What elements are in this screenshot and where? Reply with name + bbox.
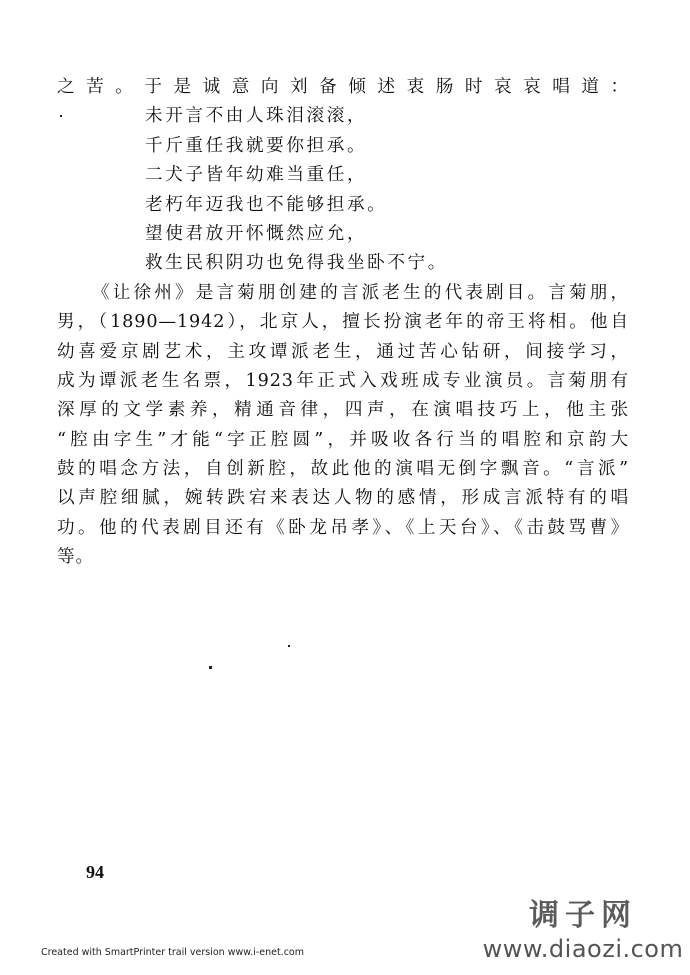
text-line: “腔由字生”才能“字正腔圆”，并吸收各行当的唱腔和京韵大 (57, 429, 629, 450)
poem-line: 救生民积阴功也免得我坐卧不宁。 (145, 253, 448, 274)
scan-speck (209, 666, 212, 669)
text-line: 之苦。于是诚意向刘备倾述衷肠时哀哀唱道： (57, 77, 629, 97)
text-line-last: 等。 (57, 547, 94, 568)
poem-line: 二犬子皆年幼难当重任， (145, 165, 368, 186)
scan-speck (60, 115, 62, 117)
text-line: 以声腔细腻，婉转跌宕来表达人物的感情，形成言派特有的唱 (57, 488, 629, 509)
poem-line: 未开言不由人珠泪滚滚， (145, 106, 368, 127)
text-line: 鼓的唱念方法，自创新腔，故此他的演唱无倒字飘音。“言派” (57, 459, 629, 480)
poem-line: 千斤重任我就要你担承。 (145, 135, 368, 156)
text-line: 深厚的文学素养，精通音律，四声，在演唱技巧上，他主张 (57, 400, 629, 421)
page-number: 94 (86, 862, 104, 882)
footer-note: Created with SmartPrinter trail version www.i-enet.com (41, 947, 304, 958)
text-line: 男，（1890—1942），北京人，擅长扮演老年的帝王将相。他自 (57, 312, 629, 333)
text-line: 幼喜爱京剧艺术，主攻谭派老生，通过苦心钻研，间接学习， (57, 341, 629, 362)
poem-line: 望使君放开怀慨然应允， (145, 223, 368, 244)
watermark-url: www.diaozi.com (482, 935, 684, 963)
body-text (57, 73, 629, 573)
paragraph-first-line: 《让徐州》是言菊朋创建的言派老生的代表剧目。言菊朋， (92, 282, 629, 303)
poem-line: 老朽年迈我也不能够担承。 (145, 194, 388, 215)
scan-speck (288, 645, 290, 647)
watermark-title: 调子网 (529, 898, 637, 933)
watermark (478, 898, 688, 964)
text-line: 功。他的代表剧目还有《卧龙吊孝》、《上天台》、《击鼓骂曹》 (57, 517, 629, 538)
text-line: 成为谭派老生名票，1923年正式入戏班成专业演员。言菊朋有 (57, 370, 629, 391)
